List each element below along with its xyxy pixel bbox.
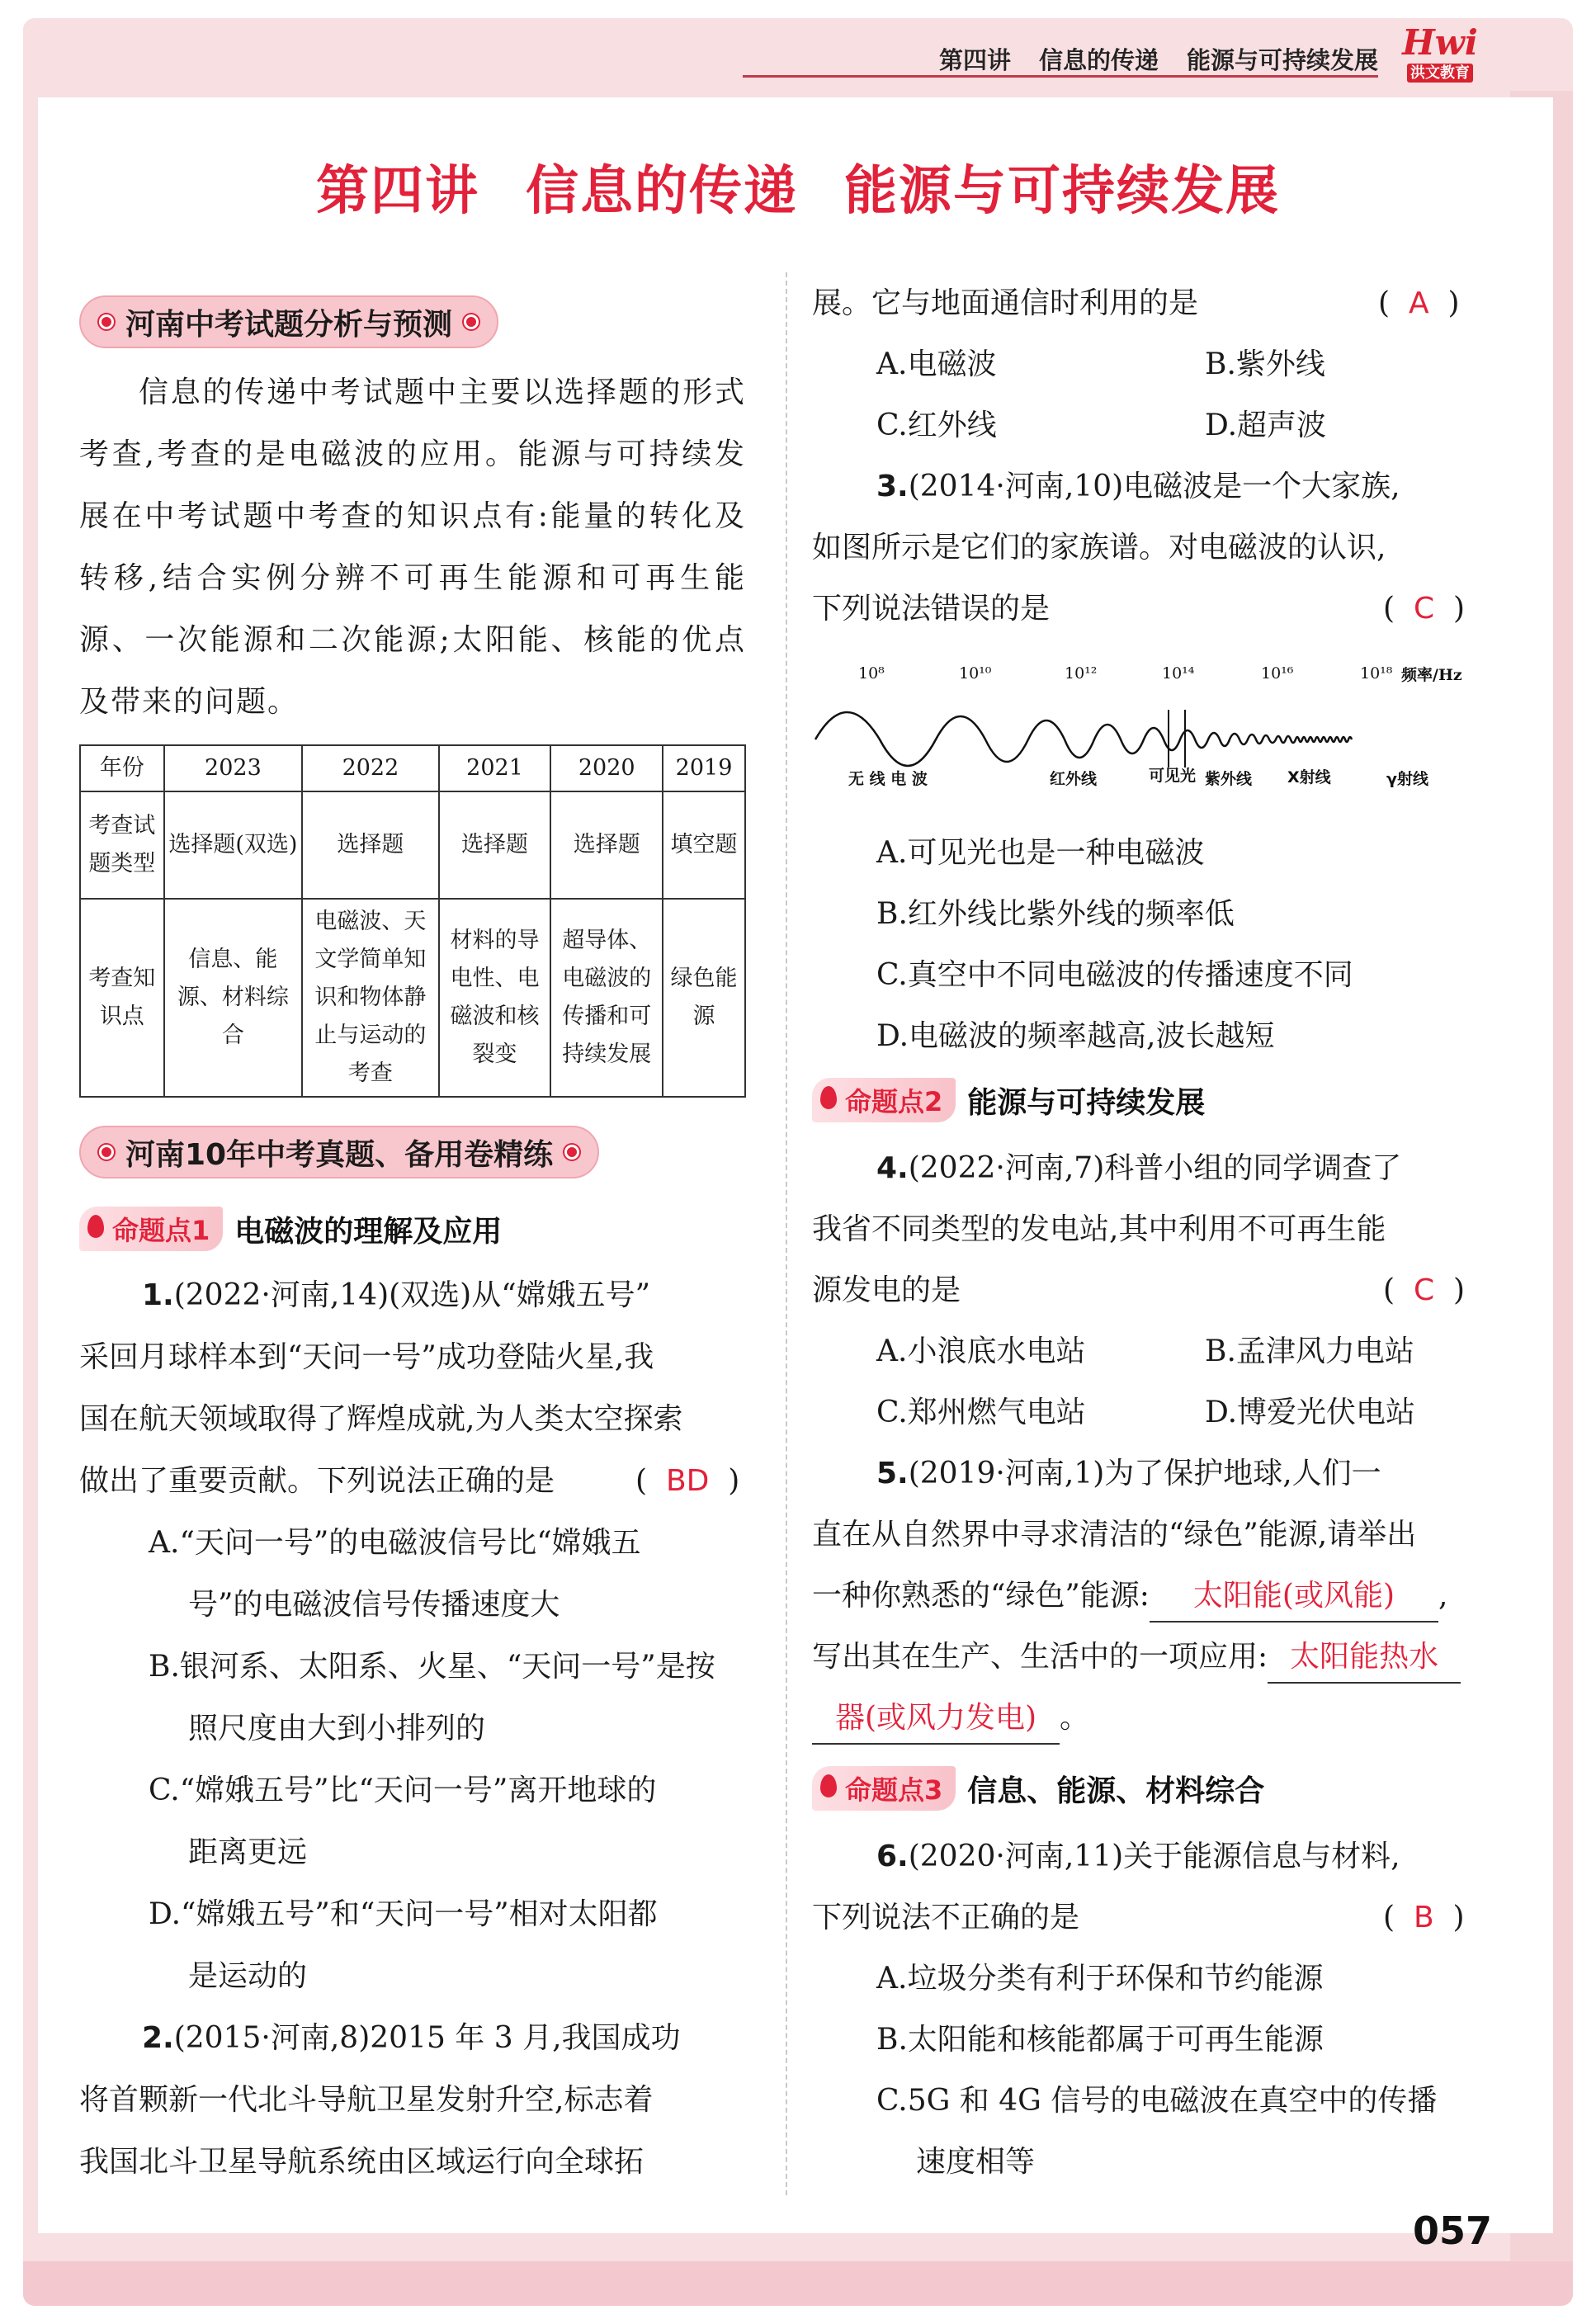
freq-tick-label: 10¹⁸ (1360, 664, 1393, 683)
table-cell: 超导体、电磁波的传播和可持续发展 (550, 899, 663, 1097)
chapter-title (0, 149, 1596, 224)
q1-line-4: 做出了重要贡献。下列说法正确的是 (79, 1464, 555, 1498)
q4-text: (2022·河南,7)科普小组的同学调查了 (908, 1151, 1402, 1185)
q1-line-3: 国在航天领域取得了辉煌成就,为人类太空探索 (79, 1402, 683, 1436)
q5-prompt: 写出其在生产、生活中的一项应用: (812, 1640, 1268, 1674)
q6-option-c-cont: 速度相等 (916, 2145, 1036, 2179)
question-number: 5. (876, 1457, 909, 1490)
q1-option-b: B.银河系、太阳系、火星、“天问一号”是按 (149, 1650, 715, 1684)
q4-option-a: A.小浪底水电站 (876, 1334, 1086, 1368)
table-cell: 选择题 (302, 791, 439, 899)
question-number: 6. (876, 1840, 909, 1873)
table-header-cell: 2019 (663, 745, 745, 791)
chapter-title-part3: 能源与可持续发展 (844, 160, 1280, 222)
table-header-cell: 2021 (439, 745, 551, 791)
q5-blank-1: 太阳能(或风能) (1150, 1571, 1438, 1623)
section-heading-analysis (79, 295, 498, 348)
q2-option-a: A.电磁波 (876, 347, 997, 381)
q1-option-d-cont: 是运动的 (188, 1959, 308, 1993)
q1-option-a: A.“天问一号”的电磁波信号比“嫦娥五 (149, 1526, 641, 1560)
section-heading-practice-text: 河南10年中考真题、备用卷精练 (125, 1137, 554, 1172)
table-header-cell: 2020 (550, 745, 663, 791)
table-cell: 选择题 (439, 791, 551, 899)
q4-line-2: 我省不同类型的发电站,其中利用不可再生能 (812, 1212, 1386, 1246)
analysis-paragraph: 信息的传递中考试题中主要以选择题的形式考查,考查的是电磁波的应用。能源与可持续发展在中考试题中考查的知识点有:能量的转化及转移,结合实例分辨不可再生能源和可再生能源、一次能源和二次能源;太阳能、核能的优点及带来的问题。 (79, 376, 746, 719)
question-number: 1. (142, 1278, 174, 1312)
question-number: 3. (876, 470, 909, 503)
em-spectrum-figure (809, 660, 1485, 809)
q6-line-1 (876, 1832, 1400, 1882)
band-label: 红外线 (1050, 770, 1098, 788)
q3-option-b: B.红外线比紫外线的频率低 (876, 897, 1235, 931)
section-heading-analysis-text: 河南中考试题分析与预测 (125, 307, 453, 342)
q1-answer: ( BD ) (635, 1464, 740, 1498)
column-divider (786, 272, 787, 2195)
q5-blank-2: 太阳能热水 (1268, 1632, 1461, 1684)
q1-line-2: 采回月球样本到“天问一号”成功登陆火星,我 (79, 1340, 654, 1374)
topic-point-title: 信息、能源、材料综合 (967, 1774, 1265, 1808)
q2-line-3: 我国北斗卫星导航系统由区域运行向全球拓 (79, 2145, 645, 2179)
q3-line-3: 下列说法错误的是 (812, 592, 1051, 626)
bottom-band (23, 2261, 1573, 2306)
table-header-cell: 2023 (164, 745, 303, 791)
bullet-dot-icon (99, 1145, 114, 1160)
table-cell: 绿色能源 (663, 899, 745, 1097)
q3-option-c: C.真空中不同电磁波的传播速度不同 (876, 958, 1353, 992)
freq-axis-label: 频率/Hz (1401, 666, 1462, 684)
q4-option-d: D.博爱光伏电站 (1205, 1396, 1416, 1429)
answer-value: C (1413, 592, 1435, 626)
table-cell: 选择题 (550, 791, 663, 899)
section-heading-practice (79, 1126, 599, 1179)
topic-point-badge: 命题点2 (812, 1078, 956, 1122)
table-cell: 信息、能源、材料综合 (164, 899, 303, 1097)
band-label: 紫外线 (1205, 770, 1253, 788)
q4-option-b: B.孟津风力电站 (1205, 1334, 1414, 1368)
answer-value: C (1413, 1273, 1435, 1307)
chapter-title-part1: 第四讲 (316, 160, 479, 222)
running-head (743, 35, 1378, 83)
q6-answer: ( B ) (1383, 1901, 1465, 1934)
q4-line-1 (876, 1144, 1401, 1193)
table-cell: 填空题 (663, 791, 745, 899)
q1-text: (2022·河南,14)(双选)从“嫦娥五号” (173, 1278, 651, 1312)
logo-mark: Hwi (1402, 22, 1478, 63)
q5-prompt: 一种你熟悉的“绿色”能源: (812, 1579, 1150, 1613)
q5-line-2: 直在从自然界中寻求清洁的“绿色”能源,请举出 (812, 1518, 1417, 1552)
freq-tick-label: 10¹⁰ (959, 664, 992, 683)
topic-point-badge: 命题点1 (79, 1207, 223, 1251)
freq-tick-label: 10¹⁴ (1162, 664, 1195, 683)
q3-answer: ( C ) (1383, 592, 1466, 626)
q6-option-b: B.太阳能和核能都属于可再生能源 (876, 2023, 1324, 2057)
band-label: γ射线 (1386, 770, 1428, 788)
q5-line-3: 一种你熟悉的“绿色”能源: 太阳能(或风能) , (812, 1571, 1447, 1623)
q5-line-4 (812, 1632, 1461, 1684)
q6-option-c: C.5G 和 4G 信号的电磁波在真空中的传播 (876, 2084, 1438, 2118)
table-cell: 电磁波、天文学简单知识和物体静止与运动的考查 (302, 899, 439, 1097)
publisher-logo (1395, 22, 1485, 84)
table-header-cell: 年份 (80, 745, 164, 791)
table-cell: 选择题(双选) (164, 791, 303, 899)
topic-point-title: 能源与可持续发展 (967, 1085, 1206, 1120)
q3-option-a: A.可见光也是一种电磁波 (876, 836, 1205, 870)
logo-brand: 洪文教育 (1407, 64, 1473, 83)
q2-line-1 (142, 2014, 681, 2063)
table-cell: 材料的导电性、电磁波和核裂变 (439, 899, 551, 1097)
question-number: 4. (876, 1151, 909, 1185)
bullet-dot-icon (464, 314, 479, 329)
running-head-lecture: 第四讲 (938, 45, 1011, 74)
q5-end: 。 (1060, 1701, 1090, 1735)
band-label: 可见光 (1149, 767, 1197, 785)
topic-point-title: 电磁波的理解及应用 (234, 1214, 503, 1249)
q5-blank-2-cont: 器(或风力发电) (812, 1693, 1060, 1745)
q1-line-1 (142, 1271, 650, 1320)
q1-option-c: C.“嫦娥五号”比“天问一号”离开地球的 (149, 1774, 657, 1807)
q2-option-d: D.超声波 (1205, 409, 1327, 442)
q2-line-4: 展。它与地面通信时利用的是 (812, 286, 1199, 320)
topic-point-2 (812, 1078, 1205, 1122)
question-number: 2. (142, 2021, 174, 2055)
q1-option-c-cont: 距离更远 (188, 1835, 308, 1869)
running-head-topic1: 信息的传递 (1038, 45, 1159, 74)
q2-line-2: 将首颗新一代北斗导航卫星发射升空,标志着 (79, 2083, 654, 2117)
running-head-topic2: 能源与可持续发展 (1186, 45, 1378, 74)
running-head-rule (743, 75, 1378, 78)
q1-option-d: D.“嫦娥五号”和“天问一号”相对太阳都 (149, 1897, 658, 1931)
exam-analysis-table (79, 744, 746, 1098)
table-row-label: 考查试题类型 (80, 791, 164, 899)
q2-answer: ( A ) (1378, 286, 1460, 320)
freq-tick-label: 10⁸ (858, 664, 885, 683)
table-row-label: 考查知识点 (80, 899, 164, 1097)
q5-line-1 (876, 1449, 1381, 1499)
page-number: 057 (1413, 2208, 1493, 2253)
chapter-title-part2: 信息的传递 (526, 160, 798, 222)
band-label: X射线 (1287, 768, 1331, 786)
q4-answer: ( C ) (1383, 1273, 1466, 1307)
bullet-dot-icon (99, 314, 114, 329)
topic-point-3 (812, 1766, 1264, 1811)
q6-option-a: A.垃圾分类有利于环保和节约能源 (876, 1962, 1324, 1996)
em-wave-curve (815, 712, 1352, 766)
table-row (80, 791, 745, 899)
q5-text: (2019·河南,1)为了保护地球,人们一 (908, 1457, 1381, 1490)
q4-option-c: C.郑州燃气电站 (876, 1396, 1086, 1429)
topic-point-1 (79, 1207, 502, 1251)
q2-option-b: B.紫外线 (1205, 347, 1325, 381)
q6-text: (2020·河南,11)关于能源信息与材料, (908, 1840, 1400, 1873)
answer-value: B (1413, 1901, 1434, 1934)
q6-line-2: 下列说法不正确的是 (812, 1901, 1080, 1934)
bullet-dot-icon (564, 1145, 579, 1160)
q1-option-b-cont: 照尺度由大到小排列的 (188, 1712, 486, 1745)
band-label: 无 线 电 波 (848, 770, 928, 788)
q1-option-a-cont: 号”的电磁波信号传播速度大 (188, 1588, 560, 1622)
q3-line-2: 如图所示是它们的家族谱。对电磁波的认识, (812, 531, 1386, 564)
q3-line-1 (876, 462, 1400, 512)
table-header-cell: 2022 (302, 745, 439, 791)
freq-tick-label: 10¹² (1065, 664, 1098, 683)
table-row (80, 745, 745, 791)
answer-value: BD (665, 1464, 710, 1498)
q2-text: (2015·河南,8)2015 年 3 月,我国成功 (173, 2021, 681, 2055)
table-row (80, 899, 745, 1097)
q3-option-d: D.电磁波的频率越高,波长越短 (876, 1019, 1275, 1053)
q4-line-3: 源发电的是 (812, 1273, 961, 1307)
answer-value: A (1408, 286, 1429, 320)
q5-line-5 (812, 1693, 1089, 1745)
q3-text: (2014·河南,10)电磁波是一个大家族, (908, 470, 1400, 503)
freq-tick-label: 10¹⁶ (1261, 664, 1294, 683)
topic-point-badge: 命题点3 (812, 1766, 956, 1811)
q2-option-c: C.红外线 (876, 409, 997, 442)
